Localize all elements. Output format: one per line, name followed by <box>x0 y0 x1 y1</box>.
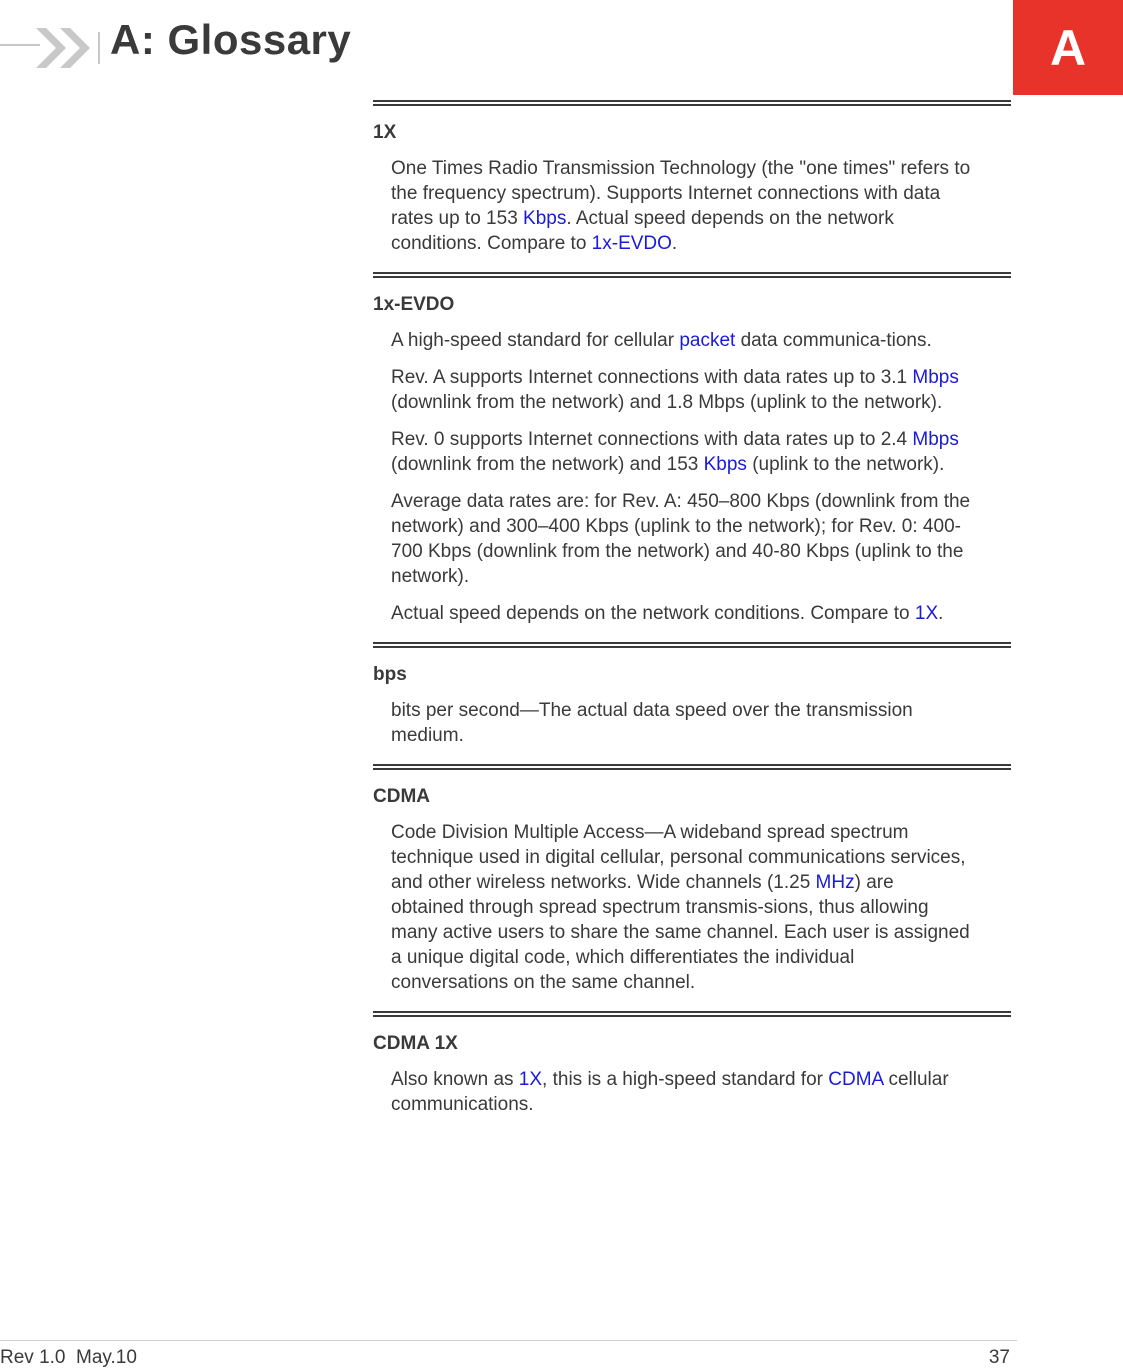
entry-divider <box>373 764 1011 770</box>
definition-paragraph <box>391 156 971 256</box>
footer-revision: Rev 1.0 May.10 <box>0 1347 137 1368</box>
glossary-entry <box>373 626 1011 748</box>
definition-text: Rev. A supports Internet connections with data rates up to 3.1 <box>391 367 913 388</box>
definition-text: Rev. 0 supports Internet connections with data rates up to 2.4 <box>391 429 913 450</box>
definition-text: Code Division Multiple Access—A wideband spread spectrum technique used in digital cellular, personal communications services, and other wireless networks. Wide channels (1.25 <box>391 822 966 893</box>
page-number: 37 <box>988 1347 1010 1368</box>
cross-reference-link[interactable]: Kbps <box>703 454 747 475</box>
definition-text: bits per second—The actual data speed over the transmission medium. <box>391 700 913 746</box>
cross-reference-link[interactable]: packet <box>679 330 736 351</box>
footer-rule <box>0 1340 1017 1341</box>
definition-text: . Actual speed depends on the network conditions. Compare to <box>391 208 894 254</box>
cross-reference-link[interactable]: 1X <box>518 1069 543 1090</box>
definition-paragraph <box>391 489 971 589</box>
definition-text: Average data rates are: for Rev. A: 450–800 Kbps (downlink from the network) and 300–400 Kbps (uplink to the network); for Rev. 0: 400-700 Kbps (downlink from the network) and 40-80 Kbps (uplink to the network). <box>391 491 971 587</box>
definition-text: , this is a high-speed standard for <box>542 1069 829 1090</box>
glossary-entry <box>373 748 1011 995</box>
definition-text: Also known as <box>391 1069 519 1090</box>
definition-paragraph <box>391 820 971 995</box>
cross-reference-link[interactable]: CDMA <box>828 1069 884 1090</box>
glossary-term: bps <box>373 664 407 685</box>
entry-divider <box>373 1011 1011 1017</box>
glossary-entry <box>373 256 1011 626</box>
glossary-entry <box>373 84 1011 256</box>
chevrons-icon <box>34 26 104 70</box>
cross-reference-link[interactable]: Mbps <box>912 429 959 450</box>
definition-text: (downlink from the network) and 1.8 Mbps (uplink to the network). <box>391 392 943 413</box>
definition-text: . <box>671 233 678 254</box>
entry-divider <box>373 100 1011 106</box>
definition-paragraph <box>391 1067 971 1117</box>
definition-text: data communica-tions. <box>735 330 932 351</box>
glossary-term: CDMA 1X <box>373 1033 458 1054</box>
entry-divider <box>373 272 1011 278</box>
cross-reference-link[interactable]: Mbps <box>912 367 959 388</box>
glossary-term: 1x-EVDO <box>373 294 455 315</box>
entry-divider <box>373 642 1011 648</box>
glossary-term: CDMA <box>373 786 430 807</box>
definition-paragraph <box>391 328 971 353</box>
definition-text: One Times Radio Transmission Technology (the "one times" refers to the frequency spectrum). Supports Internet connections with data rates up to 153 <box>391 158 971 229</box>
cross-reference-link[interactable]: MHz <box>815 872 855 893</box>
definition-text: ) are obtained through spread spectrum transmis-sions, thus allowing many active users to share the same channel. Each user is assigned a unique digital code, which differentiates the individual conversations on the same channel. <box>391 872 970 993</box>
definition-paragraph <box>391 427 971 477</box>
page-header <box>0 0 1123 95</box>
definition-paragraph <box>391 601 971 626</box>
definition-text: cellular communications. <box>391 1069 949 1115</box>
definition-paragraph <box>391 698 971 748</box>
definition-paragraph <box>391 365 971 415</box>
definition-text: Actual speed depends on the network conditions. Compare to <box>391 603 915 624</box>
cross-reference-link[interactable]: 1x-EVDO <box>591 233 672 254</box>
glossary-term: 1X <box>373 122 397 143</box>
page-title: A: Glossary <box>110 16 352 63</box>
definition-text: (downlink from the network) and 153 <box>391 454 704 475</box>
glossary-entry <box>373 995 1011 1117</box>
definition-text: A high-speed standard for cellular <box>391 330 680 351</box>
glossary-list <box>373 84 1011 1117</box>
definition-text: (uplink to the network). <box>746 454 945 475</box>
chapter-tab: A <box>1013 0 1123 95</box>
definition-text: . <box>938 603 944 624</box>
cross-reference-link[interactable]: Kbps <box>523 208 567 229</box>
cross-reference-link[interactable]: 1X <box>914 603 939 624</box>
